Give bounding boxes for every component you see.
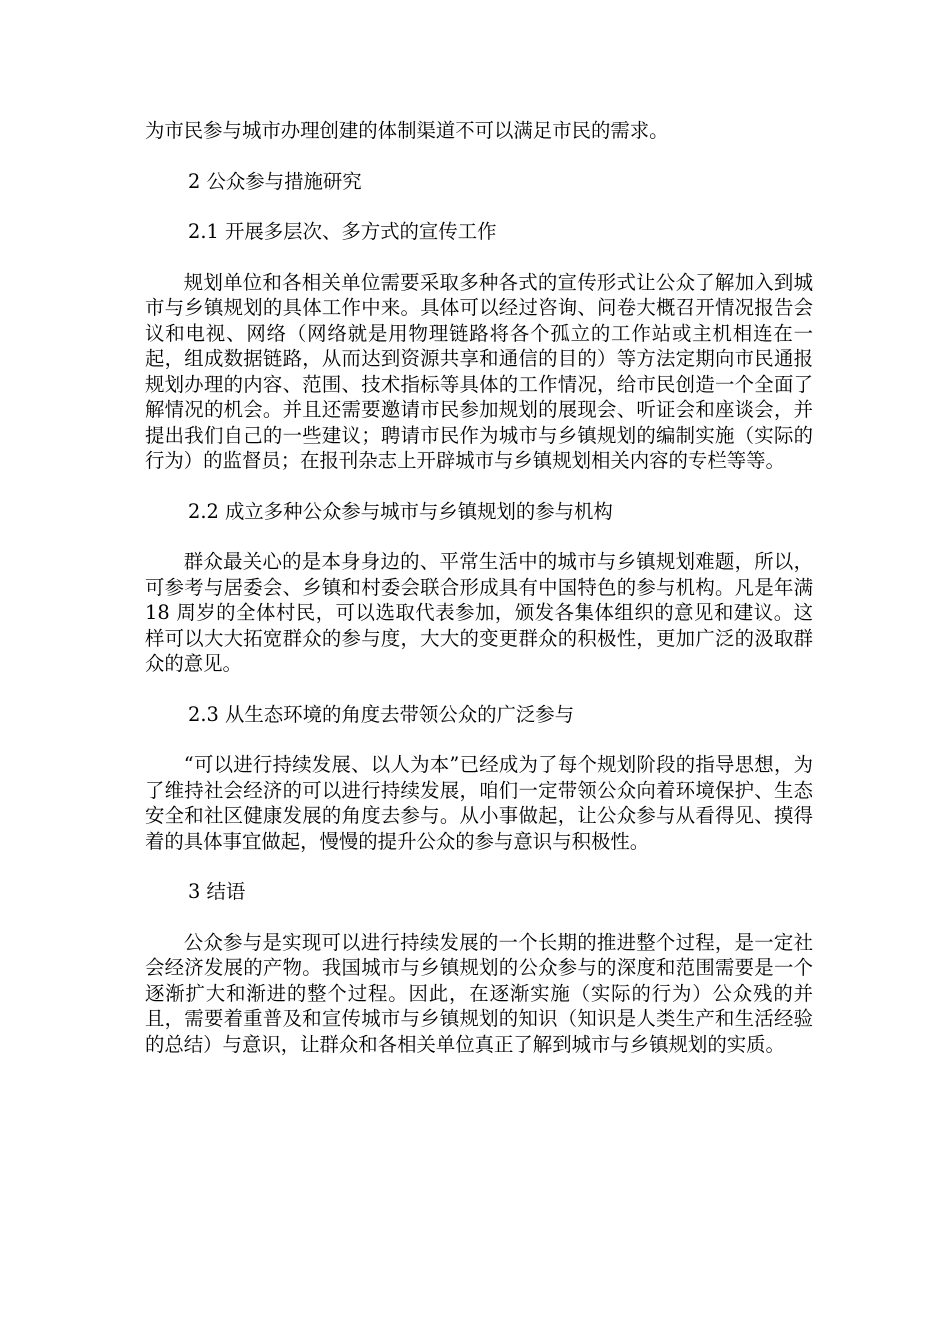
section-heading-3: 3 结语 xyxy=(188,880,246,903)
spacer xyxy=(145,905,813,930)
spacer xyxy=(145,727,813,752)
paragraph-publicity: 规划单位和各相关单位需要采取多种各式的宣传形式让公众了解加入到城市与乡镇规划的具体工作中来。具体可以经过咨询、问卷大概召开情况报告会议和电视、网络（网络就是用物理链路将各个孤立的工作站或主机相连在一起，组成数据链路，从而达到资源共享和通信的目的）等方法定期向市民通报规划办理的内容、范围、技术指标等具体的工作情况，给市民创造一个全面了解情况的机会。并且还需要邀请市民参加规划的展现会、听证会和座谈会，并提出我们自己的一些建议；聘请市民作为城市与乡镇规划的编制实施（实际的行为）的监督员；在报刊杂志上开辟城市与乡镇规划相关内容的专栏等等。 xyxy=(145,270,813,472)
spacer xyxy=(145,854,813,879)
subsection-heading-2-3: 2.3 从生态环境的角度去带领公众的广泛参与 xyxy=(188,702,575,726)
paragraph-ecology: “可以进行持续发展、以人为本”已经成为了每个规划阶段的指导思想，为了维持社会经济的可以进行持续发展，咱们一定带领公众向着环境保护、生态安全和社区健康发展的角度去参与。从小事做起，让公众参与从看得见、摸得着的具体事宜做起，慢慢的提升公众的参与意识与积极性。 xyxy=(145,753,813,853)
section-heading-2: 2 公众参与措施研究 xyxy=(188,169,362,193)
paragraph-institutions: 群众最关心的是本身身边的、平常生活中的城市与乡镇规划难题，所以，可参考与居委会、乡镇和村委会联合形成具有中国特色的参与机构。凡是年满 18 周岁的全体村民，可以选取代表参加，颁发各集体组织的意见和建议。这样可以大大拓宽群众的参与度，大大的变更群众的积极性，更加广泛的汲取群众的意见。 xyxy=(145,550,813,675)
spacer xyxy=(145,474,813,499)
spacer xyxy=(145,194,813,219)
spacer xyxy=(145,677,813,702)
paragraph-conclusion: 公众参与是实现可以进行持续发展的一个长期的推进整个过程，是一定社会经济发展的产物。我国城市与乡镇规划的公众参与的深度和范围需要是一个逐渐扩大和渐进的整个过程。因此，在逐渐实施（实际的行为）公众残的并且，需要着重普及和宣传城市与乡镇规划的知识（知识是人类生产和生活经验的总结）与意识，让群众和各相关单位真正了解到城市与乡镇规划的实质。 xyxy=(145,930,813,1056)
document-body xyxy=(145,118,813,1057)
subsection-heading-2-2: 2.2 成立多种公众参与城市与乡镇规划的参与机构 xyxy=(188,499,613,523)
paragraph-continuation: 为市民参与城市办理创建的体制渠道不可以满足市民的需求。 xyxy=(145,119,669,142)
spacer xyxy=(145,245,813,270)
spacer xyxy=(145,524,813,549)
subsection-heading-2-1: 2.1 开展多层次、多方式的宣传工作 xyxy=(188,220,497,243)
spacer xyxy=(145,144,813,169)
